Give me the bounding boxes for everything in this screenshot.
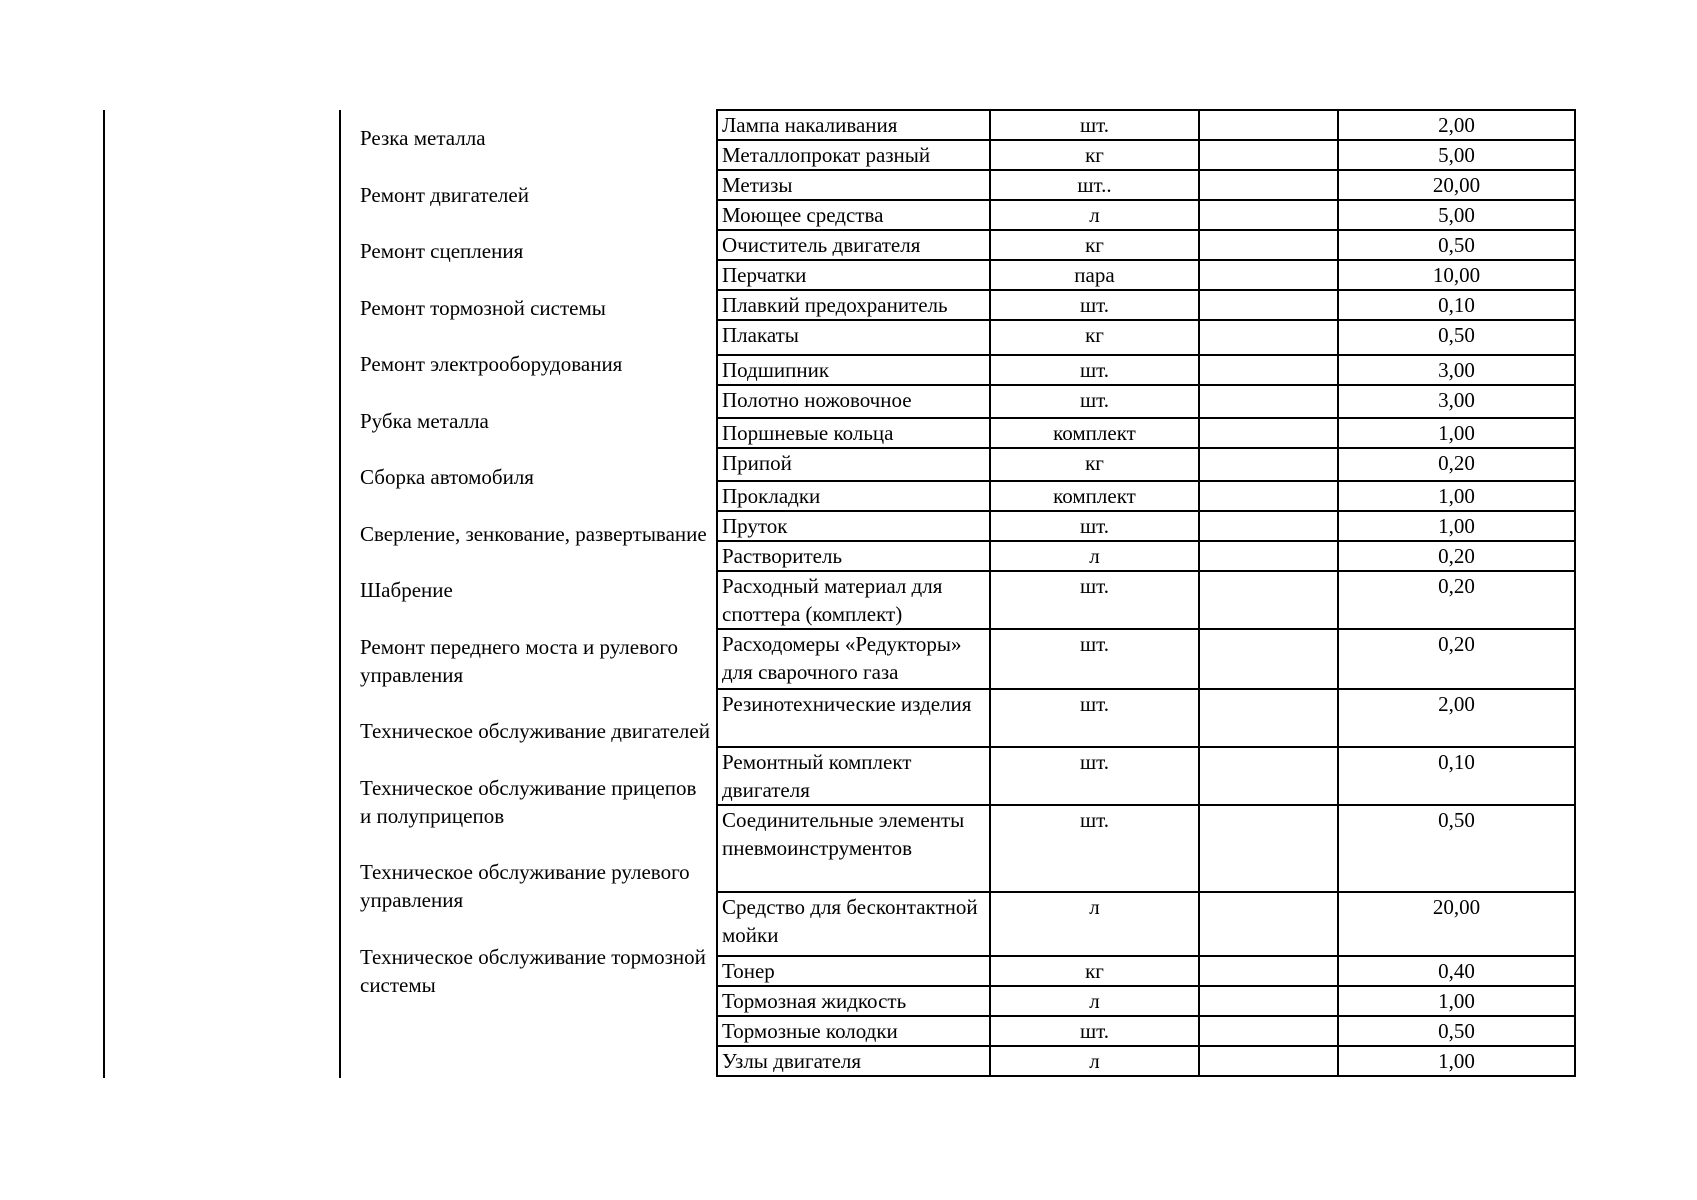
table-row (717, 170, 1575, 200)
material-empty-cell (1199, 230, 1338, 260)
material-empty-cell (1199, 541, 1338, 571)
table-row (717, 986, 1575, 1016)
material-empty-cell (1199, 956, 1338, 986)
table-row (717, 385, 1575, 418)
work-item: Техническое обслуживание рулевого управления (360, 860, 690, 912)
material-qty-cell: 0,20 (1338, 571, 1575, 629)
material-name-cell: Лампа накаливания (717, 110, 990, 140)
material-qty-cell: 0,50 (1338, 1016, 1575, 1046)
table-row (717, 747, 1575, 805)
material-empty-cell (1199, 689, 1338, 747)
material-unit-cell: л (990, 541, 1199, 571)
table-row (717, 355, 1575, 385)
material-unit-cell: кг (990, 448, 1199, 481)
table-row (717, 260, 1575, 290)
material-unit-cell: л (990, 1046, 1199, 1076)
table-row (717, 140, 1575, 170)
table-row (717, 448, 1575, 481)
material-unit-cell: пара (990, 260, 1199, 290)
table-row (717, 110, 1575, 140)
table-row (717, 481, 1575, 511)
table-row (717, 511, 1575, 541)
material-empty-cell (1199, 418, 1338, 448)
material-qty-cell: 0,50 (1338, 230, 1575, 260)
material-name-cell: Поршневые кольца (717, 418, 990, 448)
material-unit-cell: шт. (990, 110, 1199, 140)
table-row (717, 1046, 1575, 1076)
material-qty-cell: 3,00 (1338, 385, 1575, 418)
material-name-cell: Очиститель двигателя (717, 230, 990, 260)
material-unit-cell: комплект (990, 481, 1199, 511)
table-row (717, 320, 1575, 355)
material-qty-cell: 10,00 (1338, 260, 1575, 290)
material-qty-cell: 0,20 (1338, 448, 1575, 481)
materials-table-body (717, 110, 1575, 1076)
material-name-cell: Узлы двигателя (717, 1046, 990, 1076)
material-name-cell: Тормозная жидкость (717, 986, 990, 1016)
work-item: Резка металла (360, 126, 486, 150)
material-unit-cell: комплект (990, 418, 1199, 448)
material-unit-cell: кг (990, 140, 1199, 170)
material-name-cell: Моющее средства (717, 200, 990, 230)
material-empty-cell (1199, 1046, 1338, 1076)
work-item: Ремонт двигателей (360, 182, 529, 207)
table-row (717, 689, 1575, 747)
material-qty-cell: 2,00 (1338, 689, 1575, 747)
material-name-cell: Растворитель (717, 541, 990, 571)
material-qty-cell: 0,20 (1338, 629, 1575, 689)
work-item: Ремонт переднего моста и рулевого управления (360, 634, 678, 687)
work-item: Сборка автомобиля (360, 465, 534, 489)
work-item: Шабрение (360, 578, 453, 602)
table-row (717, 200, 1575, 230)
material-qty-cell: 1,00 (1338, 1046, 1575, 1076)
material-empty-cell (1199, 892, 1338, 956)
material-name-cell: Металлопрокат разный (717, 140, 990, 170)
material-name-cell: Плавкий предохранитель (717, 290, 990, 320)
material-qty-cell: 20,00 (1338, 892, 1575, 956)
material-qty-cell: 1,00 (1338, 481, 1575, 511)
material-unit-cell: л (990, 200, 1199, 230)
material-qty-cell: 2,00 (1338, 110, 1575, 140)
material-unit-cell: шт. (990, 290, 1199, 320)
work-item: Техническое обслуживание двигателей (360, 719, 710, 743)
material-empty-cell (1199, 140, 1338, 170)
material-name-cell: Соединительные элементы пневмоинструментов (717, 805, 990, 892)
material-name-cell: Расходомеры «Редукторы» для сварочного газа (717, 629, 990, 689)
material-empty-cell (1199, 110, 1338, 140)
material-name-cell: Расходный материал для споттера (комплект) (717, 571, 990, 629)
table-row (717, 1016, 1575, 1046)
material-name-cell: Ремонтный комплект двигателя (717, 747, 990, 805)
material-qty-cell: 1,00 (1338, 986, 1575, 1016)
work-item: Рубка металла (360, 408, 489, 433)
material-unit-cell: шт. (990, 805, 1199, 892)
material-empty-cell (1199, 355, 1338, 385)
table-row (717, 629, 1575, 689)
table-row (717, 541, 1575, 571)
material-unit-cell: шт.. (990, 170, 1199, 200)
material-unit-cell: кг (990, 320, 1199, 355)
material-qty-cell: 0,40 (1338, 956, 1575, 986)
material-name-cell: Плакаты (717, 320, 990, 355)
material-empty-cell (1199, 747, 1338, 805)
material-unit-cell: л (990, 986, 1199, 1016)
table-row (717, 418, 1575, 448)
material-empty-cell (1199, 629, 1338, 689)
material-empty-cell (1199, 200, 1338, 230)
materials-table (716, 109, 1576, 1077)
material-empty-cell (1199, 1016, 1338, 1046)
material-qty-cell: 0,10 (1338, 290, 1575, 320)
material-empty-cell (1199, 170, 1338, 200)
material-qty-cell: 0,50 (1338, 320, 1575, 355)
material-unit-cell: шт. (990, 689, 1199, 747)
material-unit-cell: шт. (990, 747, 1199, 805)
table-row (717, 290, 1575, 320)
material-unit-cell: кг (990, 230, 1199, 260)
work-item: Техническое обслуживание тормозной системы (360, 944, 706, 997)
material-unit-cell: шт. (990, 629, 1199, 689)
left-border-line (103, 110, 105, 1078)
material-name-cell: Подшипник (717, 355, 990, 385)
material-empty-cell (1199, 385, 1338, 418)
material-name-cell: Припой (717, 448, 990, 481)
material-empty-cell (1199, 511, 1338, 541)
material-empty-cell (1199, 986, 1338, 1016)
table-row (717, 956, 1575, 986)
material-name-cell: Тормозные колодки (717, 1016, 990, 1046)
material-unit-cell: кг (990, 956, 1199, 986)
material-empty-cell (1199, 481, 1338, 511)
material-unit-cell: шт. (990, 571, 1199, 629)
work-item: Ремонт сцепления (360, 239, 524, 263)
material-qty-cell: 0,10 (1338, 747, 1575, 805)
material-name-cell: Прокладки (717, 481, 990, 511)
material-unit-cell: л (990, 892, 1199, 956)
column-divider-line (339, 110, 341, 1078)
material-empty-cell (1199, 290, 1338, 320)
material-name-cell: Пруток (717, 511, 990, 541)
material-empty-cell (1199, 260, 1338, 290)
material-qty-cell: 0,50 (1338, 805, 1575, 892)
material-empty-cell (1199, 448, 1338, 481)
material-name-cell: Резинотехнические изделия (717, 689, 990, 747)
table-row (717, 892, 1575, 956)
work-item: Сверление, зенкование, развертывание (360, 521, 707, 546)
material-qty-cell: 5,00 (1338, 200, 1575, 230)
material-empty-cell (1199, 805, 1338, 892)
work-item: Техническое обслуживание прицепов и полуприцепов (360, 775, 697, 828)
material-empty-cell (1199, 320, 1338, 355)
material-name-cell: Средство для бесконтактной мойки (717, 892, 990, 956)
material-name-cell: Метизы (717, 170, 990, 200)
material-qty-cell: 1,00 (1338, 511, 1575, 541)
material-unit-cell: шт. (990, 1016, 1199, 1046)
material-unit-cell: шт. (990, 355, 1199, 385)
works-list (360, 124, 710, 1027)
material-qty-cell: 3,00 (1338, 355, 1575, 385)
table-row (717, 571, 1575, 629)
material-empty-cell (1199, 571, 1338, 629)
material-name-cell: Тонер (717, 956, 990, 986)
material-qty-cell: 0,20 (1338, 541, 1575, 571)
table-row (717, 805, 1575, 892)
material-qty-cell: 1,00 (1338, 418, 1575, 448)
material-name-cell: Перчатки (717, 260, 990, 290)
material-qty-cell: 5,00 (1338, 140, 1575, 170)
table-row (717, 230, 1575, 260)
material-qty-cell: 20,00 (1338, 170, 1575, 200)
material-name-cell: Полотно ножовочное (717, 385, 990, 418)
work-item: Ремонт электрооборудования (360, 352, 623, 376)
work-item: Ремонт тормозной системы (360, 295, 606, 320)
material-unit-cell: шт. (990, 385, 1199, 418)
material-unit-cell: шт. (990, 511, 1199, 541)
